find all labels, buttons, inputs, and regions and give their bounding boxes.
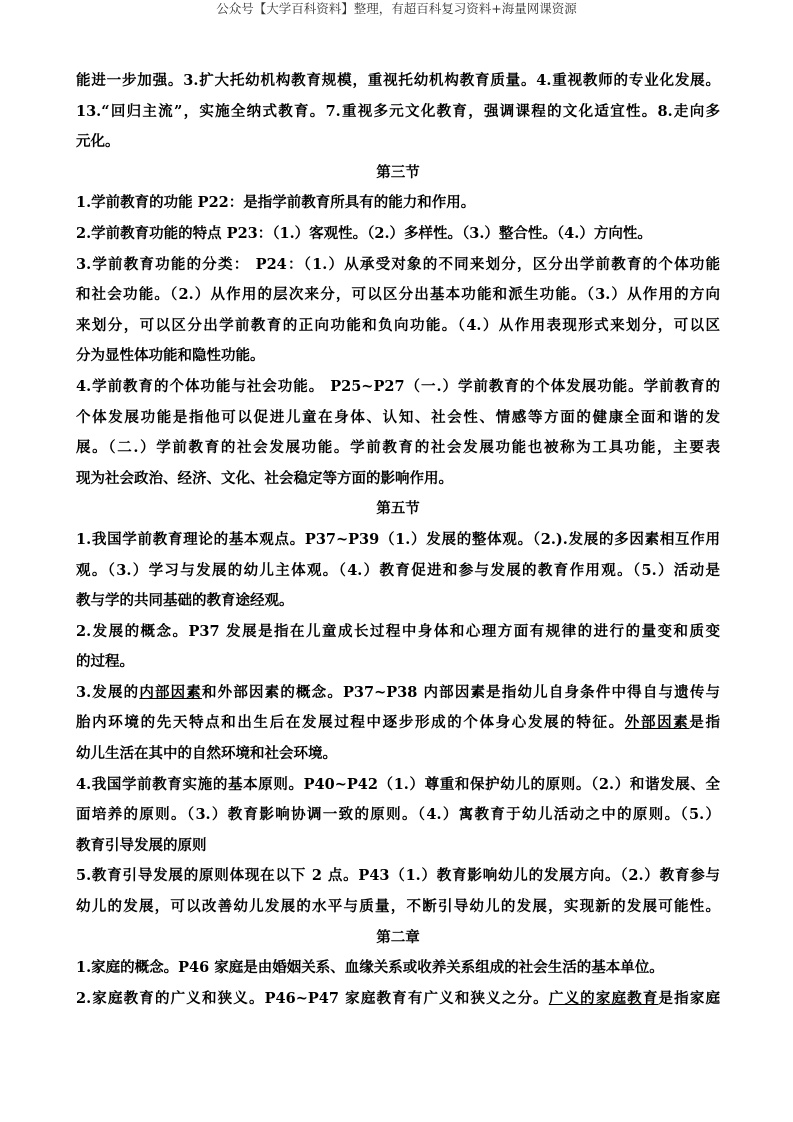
text-line: 5.教育引导发展的原则体现在以下 2 点。P43（1.）教育影响幼儿的发展方向。（2.）教育参与: [76, 867, 720, 885]
underlined-term: 内部因素: [139, 683, 202, 701]
text-line: 展。（二.）学前教育的社会发展功能。学前教育的社会发展功能也被称为工具功能，主要表: [76, 439, 720, 457]
text-line: 和社会功能。（2.）从作用的层次来分，可以区分出基本功能和派生功能。（3.）从作用的方向: [76, 286, 720, 304]
text-line: 教育引导发展的原则: [76, 836, 207, 854]
text-line: 的过程。: [76, 653, 134, 671]
text-line: 4.我国学前教育实施的基本原则。P40~P42（1.）尊重和保护幼儿的原则。（2.）和谐发展、全: [76, 775, 720, 793]
text-line: 个体发展功能是指他可以促进儿童在身体、认知、社会性、情感等方面的健康全面和谐的发: [76, 408, 720, 426]
text-line: 分为显性体功能和隐性功能。: [76, 347, 265, 365]
text-line: 3.学前教育功能的分类： P24：（1.）从承受对象的不同来划分，区分出学前教育的个体功能: [76, 255, 720, 273]
text-line: 观。（3.）学习与发展的幼儿主体观。（4.）教育促进和参与发展的教育作用观。（5.）活动是: [76, 561, 720, 579]
text-line: 来划分，可以区分出学前教育的正向功能和负向功能。（4.）从作用表现形式来划分，可以区: [76, 316, 720, 334]
text-line: 幼儿的发展，可以改善幼儿发展的水平与质量，不断引导幼儿的发展，实现新的发展可能性。: [76, 898, 720, 916]
page-header: 公众号【大学百科资料】整理，有超百科复习资料+海量网课资源: [216, 1, 577, 16]
section-heading: 第二章: [376, 928, 420, 946]
text-line: 能进一步加强。3.扩大托幼机构教育规模，重视托幼机构教育质量。4.重视教师的专业化发展。: [76, 72, 720, 89]
text-line: 2.家庭教育的广义和狭义。P46~P47 家庭教育有广义和狭义之分。广义的家庭教育是指家庭: [76, 989, 720, 1007]
text-line: 1.学前教育的功能 P22：是指学前教育所具有的能力和作用。: [76, 194, 476, 212]
text-line: 教与学的共同基础的教育途经观。: [76, 592, 294, 610]
text-line: 2.发展的概念。P37 发展是指在儿童成长过程中身体和心理方面有规律的进行的量变和质变: [76, 622, 720, 640]
text-line: 3.发展的内部因素和外部因素的概念。P37~P38 内部因素是指幼儿自身条件中得自与遗传与: [76, 683, 720, 701]
text-line: 4.学前教育的个体功能与社会功能。 P25~P27（一.）学前教育的个体发展功能。学前教育的: [76, 377, 720, 395]
text-line: 面培养的原则。（3.）教育影响协调一致的原则。（4.）寓教育于幼儿活动之中的原则。（5.）: [76, 806, 720, 824]
section-heading: 第五节: [376, 500, 420, 518]
text-line: 2.学前教育功能的特点 P23：（1.）客观性。（2.）多样性。（3.）整合性。（4.）方向性。: [76, 224, 652, 242]
document-body: [76, 66, 720, 1014]
text-line: 1.家庭的概念。P46 家庭是由婚姻关系、血缘关系或收养关系组成的社会生活的基本单位。: [76, 959, 664, 977]
text-line: 元化。: [76, 133, 120, 151]
section-heading: 第三节: [376, 163, 420, 181]
text-line: 幼儿生活在其中的自然环境和社会环境。: [76, 745, 337, 763]
text-line: 现为社会政治、经济、文化、社会稳定等方面的影响作用。: [76, 469, 453, 487]
underlined-term: 广义的家庭教育: [548, 989, 659, 1007]
underlined-term: 外部因素: [624, 714, 690, 732]
text-line: 13.“回归主流”，实施全纳式教育。7.重视多元文化教育，强调课程的文化适宜性。8.走向多: [76, 102, 720, 120]
text-line: 1.我国学前教育理论的基本观点。P37~P39（1.）发展的整体观。（2.).发展的多因素相互作用: [76, 530, 720, 548]
text-line: 胎内环境的先天特点和出生后在发展过程中逐步形成的个体身心发展的特征。外部因素是指: [76, 714, 720, 732]
